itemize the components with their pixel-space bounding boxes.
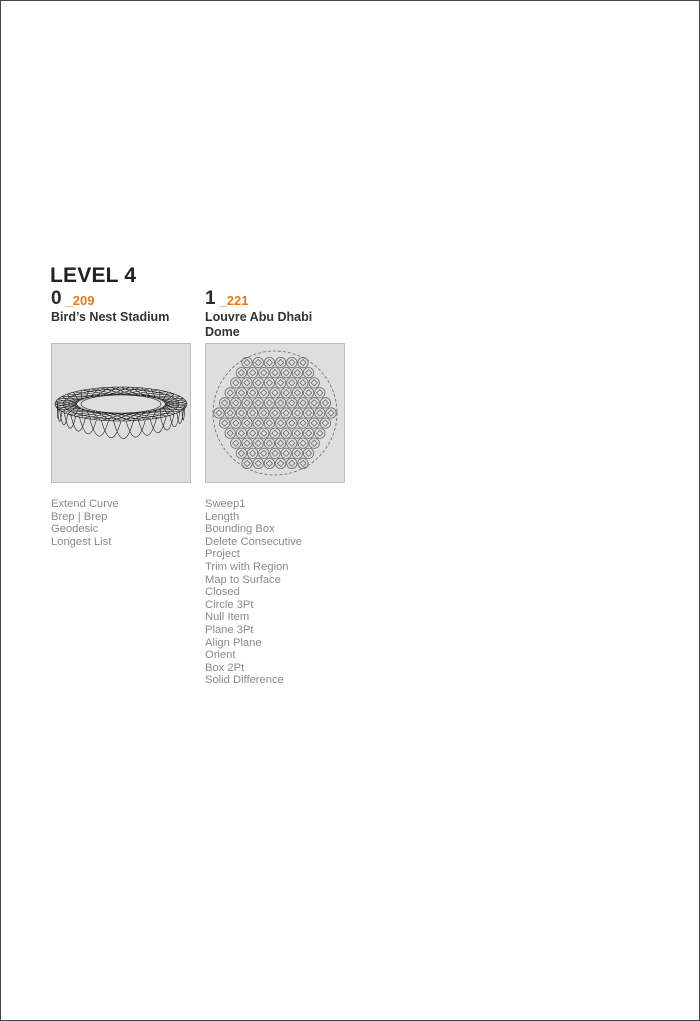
command-item: Longest List — [51, 535, 112, 548]
louvre-dome-image — [205, 343, 345, 483]
command-item: Orient — [205, 649, 236, 662]
command-item: Trim with Region — [205, 560, 289, 573]
command-item: Bounding Box — [205, 523, 275, 536]
command-item: Align Plane — [205, 636, 262, 649]
command-list — [51, 498, 119, 548]
command-item: Sweep1 — [205, 498, 246, 510]
command-item: Box 2Pt — [205, 661, 245, 674]
command-item: Circle 3Pt — [205, 598, 254, 611]
card-code: _221 — [219, 293, 249, 308]
command-item: Project — [205, 548, 240, 561]
card-number-row — [51, 288, 193, 310]
command-item: Closed — [205, 586, 240, 599]
command-item: Brep | Brep — [51, 510, 108, 523]
command-item: Delete Consecutive — [205, 535, 303, 548]
command-item: Geodesic — [51, 523, 99, 536]
birds-nest-stadium-image — [51, 343, 191, 483]
command-list — [205, 498, 302, 687]
command-item: Map to Surface — [205, 573, 281, 586]
project-card-birds-nest — [51, 288, 193, 548]
command-item: Null Item — [205, 611, 250, 624]
card-title: Louvre Abu Dhabi Dome — [205, 310, 313, 339]
command-item: Plane 3Pt — [205, 623, 254, 636]
level-title: LEVEL 4 — [50, 264, 137, 287]
command-item: Solid Difference — [205, 674, 284, 687]
command-item: Length — [205, 510, 240, 523]
project-card-louvre-dome — [205, 288, 347, 687]
dome-pattern-drawing — [206, 344, 344, 482]
card-number: 0 — [51, 288, 62, 309]
card-code: _209 — [65, 293, 95, 308]
card-title: Bird’s Nest Stadium — [51, 310, 170, 324]
card-number: 1 — [205, 288, 216, 309]
dome-pattern — [213, 351, 337, 475]
stadium-wireframe-drawing — [52, 344, 190, 482]
command-item: Extend Curve — [51, 498, 119, 510]
card-number-row — [205, 288, 347, 310]
stadium-wireframe — [55, 387, 187, 439]
